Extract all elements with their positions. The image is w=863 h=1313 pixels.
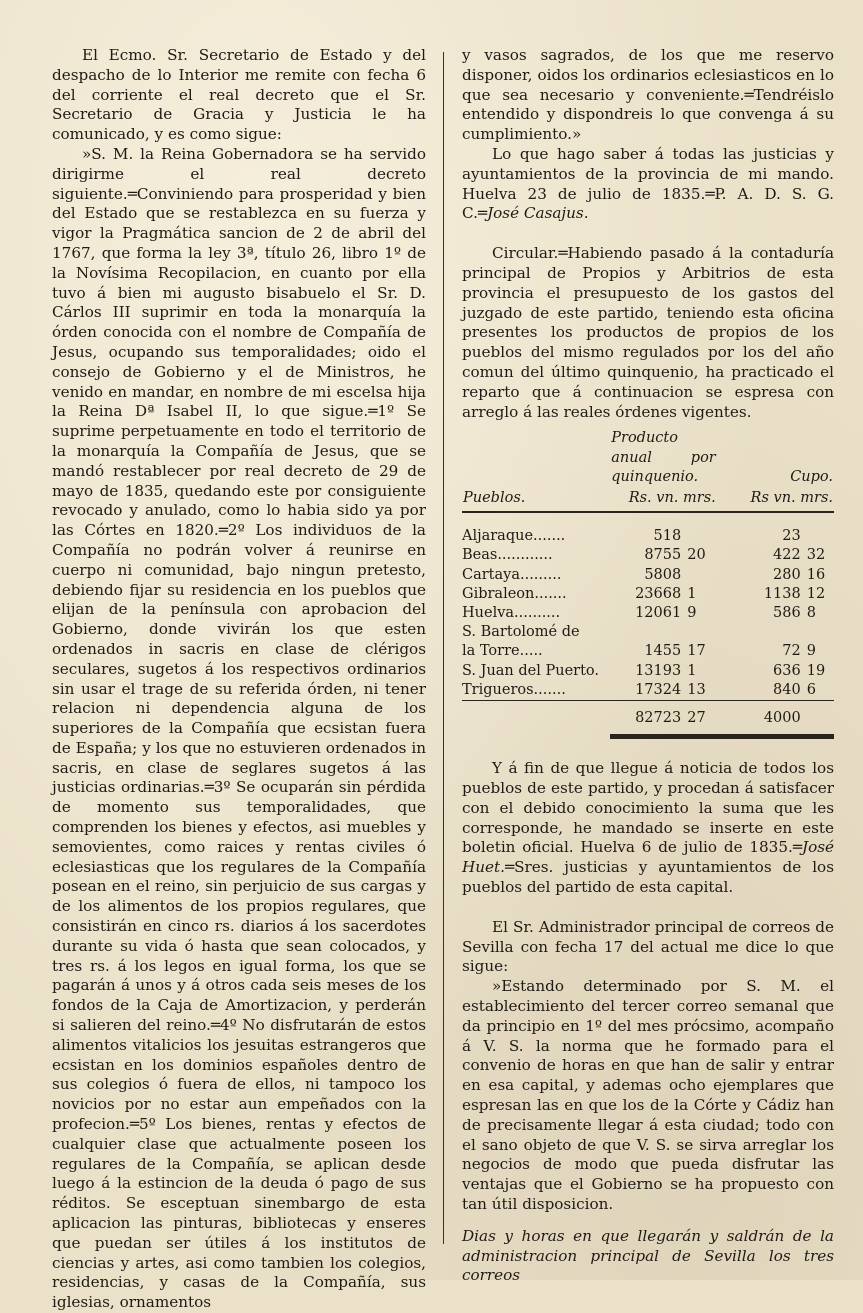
table-row xyxy=(462,585,834,604)
spacer xyxy=(462,898,834,918)
cupo-rs: 636 xyxy=(773,662,801,679)
product-rs: 518 xyxy=(653,528,682,545)
cupo-mrs: 19 xyxy=(806,662,826,679)
distribution-notice xyxy=(462,759,834,898)
budget-table xyxy=(462,428,834,739)
cupo-mrs: 32 xyxy=(806,547,826,564)
cupo-rs: 23 xyxy=(782,528,801,545)
table-row xyxy=(462,681,834,701)
product-rs: 13193 xyxy=(635,662,682,679)
table-row xyxy=(462,662,834,681)
product-mrs: 13 xyxy=(687,681,706,698)
product-rs: 1455 xyxy=(644,643,682,660)
product-rs: 23668 xyxy=(635,585,682,602)
subheader-rs-1: Rs. vn. mrs. xyxy=(628,489,716,506)
spacer xyxy=(462,224,834,244)
table-body xyxy=(462,527,834,700)
cupo-mrs: 6 xyxy=(806,681,816,698)
circular-paragraph: Circular.═Habiendo pasado á la contaduría principal de Propios y Arbitrios de esta provincia el presupuesto de los gastos del juzgado de este partido, teniendo esta oficina presentes los productos de propios de los pueblos del mismo regulados por los del año comun del último quinquenio, ha practicado el reparto que á continuacion se espresa con arreglo á las reales órdenes vigentes. xyxy=(462,244,834,421)
product-mrs: 1 xyxy=(687,662,697,679)
product-rs: 17324 xyxy=(635,681,682,698)
signature-huet: José Huet. xyxy=(462,838,834,877)
left-column xyxy=(52,46,426,1313)
table-row xyxy=(462,546,834,565)
spacer xyxy=(462,1215,834,1227)
total-rs: 82723 xyxy=(610,700,687,728)
product-mrs: 20 xyxy=(687,547,706,564)
town-name: Gibraleon....... xyxy=(462,585,567,602)
table-row xyxy=(462,642,834,661)
decree-continuation: y vasos sagrados, de los que me reservo disponer, oidos los ordinarios eclesiasticos en lo que sea necesario y conveniente.═Tendréislo entendido y dispondreis lo que convenga á su cumplimiento.» xyxy=(462,46,834,144)
cupo-mrs: 16 xyxy=(806,566,826,583)
cupo-rs: 1138 xyxy=(763,585,801,602)
correos-letter: »Estando determinado por S. M. el establecimiento del tercer correo semanal que da principio en 1º del mes prócsimo, acompaño á V. S. la norma que he formado para el convenio de horas en que han de salir y entrar en esa capital, y ademas ocho ejemplares que espresan las en que los de la Córte y Cádiz han de precisamente llegar á esta ciudad; todo con el sano objeto de que V. S. se sirva arreglar los negocios de modo que pueda disfrutar las ventajas que el Gobierno se ha propuesto con tan útil disposicion. xyxy=(462,977,834,1213)
cupo-rs: 72 xyxy=(782,643,801,660)
product-rs xyxy=(610,623,687,642)
right-column xyxy=(462,46,834,1286)
table-row xyxy=(462,566,834,585)
cupo-rs xyxy=(717,623,807,642)
product-mrs xyxy=(687,566,717,585)
cupo-rs: 586 xyxy=(773,604,801,621)
publication-notice xyxy=(462,145,834,224)
product-rs: 12061 xyxy=(635,604,682,621)
cupo-rs: 422 xyxy=(773,547,801,564)
town-name: S. Juan del Puerto. xyxy=(462,662,600,679)
town-name: Trigueros....... xyxy=(462,681,566,698)
product-rs: 5808 xyxy=(644,566,682,583)
signature-casajus: José Casajus. xyxy=(487,204,589,223)
product-mrs: 9 xyxy=(687,604,697,621)
table-row xyxy=(462,527,834,546)
royal-decree-text: »S. M. la Reina Gobernadora se ha servido dirigirme el real decreto siguiente.═Conviniendo para prosperidad y bien del Estado que se restablezca en su fuerza y vigor la Pragmática sancion de 2 de abril del 1767, que forma la ley 3ª, título 26, libro 1º de la Novísima Recopilacion, en cuanto por ella tuvo á bien mi augusto bisabuelo el Sr. D. Cárlos III suprimir en toda la monarquía la órden conocida con el nombre de Compañía de Jesus, ocupando sus temporalidades; oido el consejo de Gobierno y el de Ministros, he venido en mandar, en nombre de mi escelsa hija la Reina Dª Isabel II, lo que sigue.═1º Se suprime perpetuamente en todo el territorio de la monarquía la Compañía de Jesus, que se mandó restablecer por real decreto de 29 de mayo de 1835, quedando este por consiguiente revocado y anulado, como lo habia sido ya por las Córtes en 1820.═2º Los individuos de la Compañía no podrán volver á reunirse en cuerpo ni comunidad, bajo ningun pretesto, debiendo fijar su residencia en los pueblos que elijan de la península con aprobacion del Gobierno, donde vivirán los que esten ordenados in sacris en clase de clérigos seculares, sugetos á los respectivos ordinarios sin usar el trage de su referida órden, ni tener relacion ni dependencia alguna de los superiores de la Compañía que ecsistan fuera de España; y los que no estuvieren ordenados in sacris, en clase de seglares sugetos á las justicias ordinarias.═3º Se ocuparán sin pérdida de momento sus temporalidades, que comprenden los bienes y efectos, asi muebles y semovientes, como raices y rentas civiles ó eclesiasticas que los regulares de la Compañía posean en el reino, sin perjuicio de sus cargas y de los alimentos de los propios regulares, que consistirán en cinco rs. diarios á los sacerdotes durante su vida ó hasta que sean colocados, y tres rs. á los legos en igual forma, los que se pagarán á unos y á otros cada seis meses de los fondos de la Caja de Amortizacion, y perderán si salieren del reino.═4º No disfrutarán de estos alimentos vitalicios los jesuitas estrangeros que ecsistan en los dominios españoles dentro de sus colegios ó fuera de ellos, ni tampoco los novicios por no estar aun empeñados con la profecion.═5º Los bienes, rentas y efectos de cualquier clase que actualmente poseen los regulares de la Compañía, se aplican desde luego á la estincion de la deuda ó pago de sus réditos. Se esceptuan sinembargo de esta aplicacion las pinturas, bibliotecas y enseres que puedan ser útiles á los institutos de ciencias y artes, asi como tambien los colegios, residencias, y casas de la Compañía, sus iglesias, ornamentos xyxy=(52,144,426,1312)
cupo-mrs: 12 xyxy=(806,585,826,602)
cupo-mrs xyxy=(807,527,834,546)
product-mrs xyxy=(687,527,717,546)
table-row xyxy=(462,623,834,642)
subheader-rs-2: Rs vn. mrs. xyxy=(750,489,833,506)
town-name: Beas............ xyxy=(462,547,553,564)
product-mrs: 1 xyxy=(687,585,697,602)
cupo-mrs: 8 xyxy=(806,604,816,621)
distribution-notice-text: Y á fin de que llegue á noticia de todos los pueblos de este partido, y procedan á satisfacer con el debido conocimiento la suma que les corresponde, he mandado se inserte en este boletin oficial. Huelva 6 de julio de 1835.═ xyxy=(462,759,834,857)
publication-notice-text: Lo que hago saber á todas las justicias y ayuntamientos de la provincia de mi mando. Huelva 23 de julio de 1835.═P. A. D. S. G. C.═ xyxy=(462,144,834,223)
town-name: S. Bartolomé de xyxy=(462,624,580,641)
product-rs: 8755 xyxy=(644,547,682,564)
table-row xyxy=(462,604,834,623)
total-cupo: 4000 xyxy=(717,700,807,728)
column-divider xyxy=(443,52,444,1244)
header-cupo: Cupo. xyxy=(790,468,833,485)
cupo-rs: 280 xyxy=(773,566,801,583)
distribution-notice-tail: ═Sres. justicias y ayuntamientos de los pueblos del partido de esta capital. xyxy=(462,858,834,896)
cupo-mrs xyxy=(807,623,834,642)
header-pueblos: Pueblos. xyxy=(463,489,526,506)
cupo-rs: 840 xyxy=(773,681,801,698)
product-mrs: 17 xyxy=(687,643,706,660)
total-mrs: 27 xyxy=(687,700,717,728)
town-name: Cartaya......... xyxy=(462,566,562,583)
cupo-mrs: 9 xyxy=(806,643,816,660)
town-name: Aljaraque....... xyxy=(462,528,566,545)
decree-intro-paragraph: El Ecmo. Sr. Secretario de Estado y del despacho de lo Interior me remite con fecha 6 del corriente el real decreto que el Sr. Secretario de Gracia y Justicia le ha comunicado, y es como sigue: xyxy=(52,46,426,144)
correos-intro: El Sr. Administrador principal de correos de Sevilla con fecha 17 del actual me dice lo que sigue: xyxy=(462,917,834,976)
town-name: la Torre..... xyxy=(462,643,543,660)
spacer xyxy=(462,739,834,759)
town-name: Huelva.......... xyxy=(462,604,561,621)
schedule-heading: Dias y horas en que llegarán y saldrán de la administracion principal de Sevilla los tres correos xyxy=(462,1226,834,1285)
header-producto: Producto anual por quinquenio. xyxy=(611,430,716,485)
product-mrs xyxy=(687,623,717,642)
